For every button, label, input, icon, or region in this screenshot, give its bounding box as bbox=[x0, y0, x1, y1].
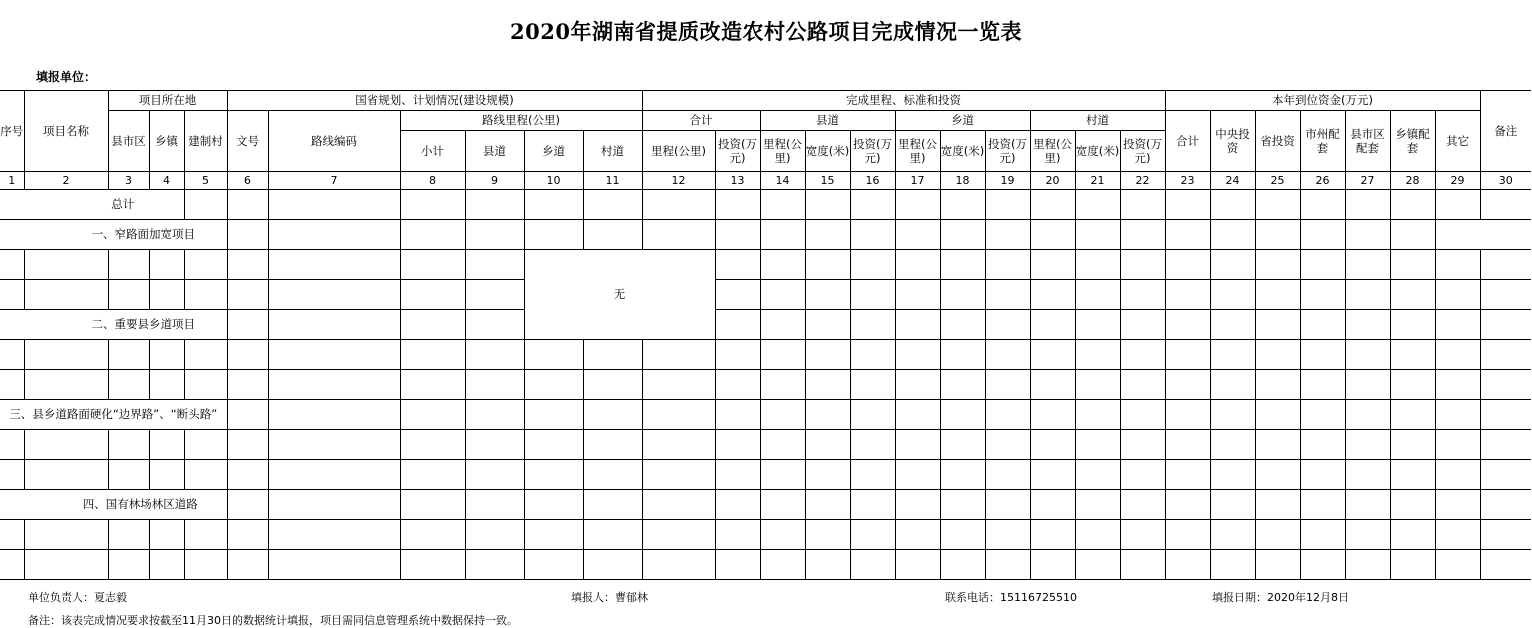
header-township-group: 乡道 bbox=[895, 111, 1030, 131]
section-row-3 bbox=[0, 400, 1531, 430]
section-row-1 bbox=[0, 220, 1531, 250]
section4-label bbox=[0, 490, 227, 520]
header-town-match: 乡镇配套 bbox=[1390, 111, 1435, 172]
total-label bbox=[0, 190, 184, 220]
header-county-road: 县道 bbox=[465, 131, 524, 172]
col-number: 1 bbox=[0, 172, 24, 190]
section3-label: 三、县乡道路面硬化“边界路”、“断头路” bbox=[0, 400, 227, 430]
col-number: 15 bbox=[805, 172, 850, 190]
section-row-4 bbox=[0, 490, 1531, 520]
col-number: 4 bbox=[149, 172, 184, 190]
header-central: 中央投资 bbox=[1210, 111, 1255, 172]
header-county-mileage: 里程(公里) bbox=[760, 131, 805, 172]
header-serial: 序号 bbox=[0, 91, 24, 172]
header-township-mileage: 里程(公里) bbox=[895, 131, 940, 172]
header-township: 乡镇 bbox=[149, 111, 184, 172]
col-number: 25 bbox=[1255, 172, 1300, 190]
header-funds-total: 合计 bbox=[1165, 111, 1210, 172]
col-number: 18 bbox=[940, 172, 985, 190]
header-total-mileage: 里程(公里) bbox=[642, 131, 715, 172]
completion-table bbox=[0, 90, 1531, 580]
col-number: 10 bbox=[524, 172, 583, 190]
col-number: 9 bbox=[465, 172, 524, 190]
header-village-group: 村道 bbox=[1030, 111, 1165, 131]
col-number: 12 bbox=[642, 172, 715, 190]
col-number: 8 bbox=[400, 172, 465, 190]
total-row bbox=[0, 190, 1531, 220]
col-number: 23 bbox=[1165, 172, 1210, 190]
col-number: 2 bbox=[24, 172, 108, 190]
header-total-group: 合计 bbox=[642, 111, 760, 131]
col-number: 5 bbox=[184, 172, 227, 190]
column-number-row bbox=[0, 172, 1531, 190]
reporting-unit-label: 填报单位： bbox=[36, 70, 97, 84]
col-number: 20 bbox=[1030, 172, 1075, 190]
fill-date: 填报日期：2020年12月8日 bbox=[1212, 591, 1349, 604]
col-number: 16 bbox=[850, 172, 895, 190]
section1-label bbox=[0, 220, 227, 250]
header-village: 建制村 bbox=[184, 111, 227, 172]
none-cell: 无 bbox=[524, 250, 715, 340]
table-row bbox=[0, 460, 1531, 490]
header-funds-group: 本年到位资金(万元) bbox=[1165, 91, 1480, 111]
section4-label-text: 四、国有林场林区道路 bbox=[82, 497, 198, 512]
page-title: 2020年湖南省提质改造农村公路项目完成情况一览表 bbox=[510, 19, 1022, 44]
col-number: 29 bbox=[1435, 172, 1480, 190]
filler: 填报人：曹郁林 bbox=[571, 591, 648, 604]
col-number: 3 bbox=[108, 172, 149, 190]
header-village-mileage: 里程(公里) bbox=[1030, 131, 1075, 172]
header-township-width: 宽度(米) bbox=[940, 131, 985, 172]
col-number: 14 bbox=[760, 172, 805, 190]
footnote: 备注：该表完成情况要求按截至11月30日的数据统计填报，项目需同信息管理系统中数据保持一致。 bbox=[28, 614, 518, 627]
table-row bbox=[0, 280, 1531, 310]
header-route-mileage: 路线里程(公里) bbox=[400, 111, 642, 131]
person-in-charge: 单位负责人：夏志毅 bbox=[28, 591, 127, 604]
col-number: 24 bbox=[1210, 172, 1255, 190]
header-county-district: 县市区 bbox=[108, 111, 149, 172]
header-subtotal: 小计 bbox=[400, 131, 465, 172]
header-township-invest: 投资(万元) bbox=[985, 131, 1030, 172]
header-county-group: 县道 bbox=[760, 111, 895, 131]
col-number: 7 bbox=[268, 172, 400, 190]
table-row bbox=[0, 250, 1531, 280]
col-number: 6 bbox=[227, 172, 268, 190]
col-number: 17 bbox=[895, 172, 940, 190]
section2-label bbox=[0, 310, 227, 340]
col-number: 27 bbox=[1345, 172, 1390, 190]
header-county-invest: 投资(万元) bbox=[850, 131, 895, 172]
total-label-text: 总计 bbox=[111, 197, 135, 212]
header-village-invest: 投资(万元) bbox=[1120, 131, 1165, 172]
header-village-width: 宽度(米) bbox=[1075, 131, 1120, 172]
header-location-group: 项目所在地 bbox=[108, 91, 227, 111]
header-completion-group: 完成里程、标准和投资 bbox=[642, 91, 1165, 111]
header-route-code: 路线编码 bbox=[268, 111, 400, 172]
section-row-2 bbox=[0, 310, 1531, 340]
section2-label-text: 二、重要县乡道项目 bbox=[91, 317, 195, 332]
header-doc-no: 文号 bbox=[227, 111, 268, 172]
header-plan-group: 国省规划、计划情况(建设规模) bbox=[227, 91, 642, 111]
table-row bbox=[0, 550, 1531, 580]
header-total-invest: 投资(万元) bbox=[715, 131, 760, 172]
col-number: 13 bbox=[715, 172, 760, 190]
col-number: 19 bbox=[985, 172, 1030, 190]
col-number: 21 bbox=[1075, 172, 1120, 190]
header-remarks: 备注 bbox=[1480, 91, 1531, 172]
header-city-match: 市州配套 bbox=[1300, 111, 1345, 172]
header-township-road: 乡道 bbox=[524, 131, 583, 172]
col-number: 28 bbox=[1390, 172, 1435, 190]
header-village-road: 村道 bbox=[583, 131, 642, 172]
col-number: 30 bbox=[1480, 172, 1531, 190]
header-project-name: 项目名称 bbox=[24, 91, 108, 172]
table-row bbox=[0, 520, 1531, 550]
header-provincial: 省投资 bbox=[1255, 111, 1300, 172]
contact-phone: 联系电话：15116725510 bbox=[945, 591, 1077, 604]
col-number: 22 bbox=[1120, 172, 1165, 190]
col-number: 26 bbox=[1300, 172, 1345, 190]
col-number: 11 bbox=[583, 172, 642, 190]
table-row bbox=[0, 430, 1531, 460]
header-other: 其它 bbox=[1435, 111, 1480, 172]
header-county-width: 宽度(米) bbox=[805, 131, 850, 172]
header-county-match: 县市区配套 bbox=[1345, 111, 1390, 172]
table-row bbox=[0, 340, 1531, 370]
section1-label-text: 一、窄路面加宽项目 bbox=[91, 227, 195, 242]
table-row bbox=[0, 370, 1531, 400]
